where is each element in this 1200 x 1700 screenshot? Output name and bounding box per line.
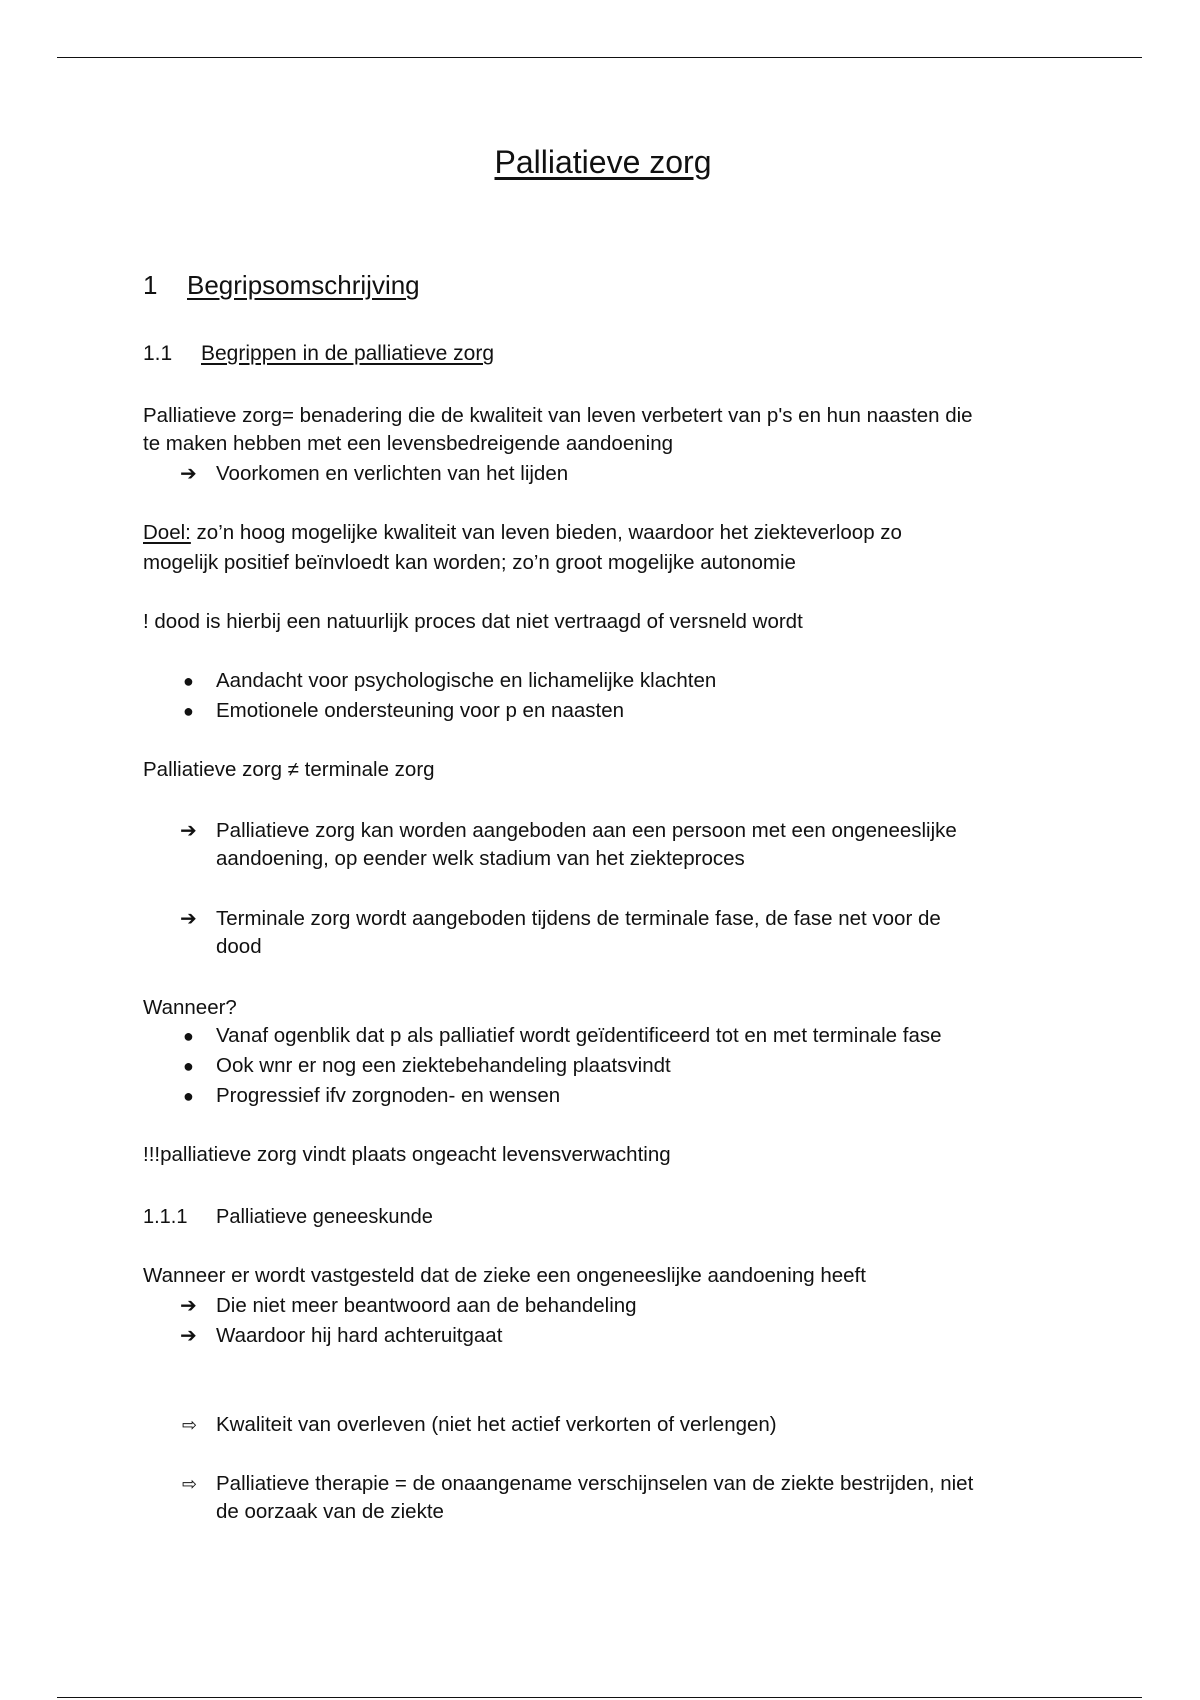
arrow-icon: ➔ [180,1295,197,1317]
arrow-icon: ➔ [180,1325,197,1347]
arrow-item [180,1292,1030,1320]
hollow-arrow-text-line-1: Palliatieve therapie = de onaangename verschijnselen van de ziekte bestrijden, niet [216,1472,974,1495]
arrow-item [180,817,1030,873]
hollow-arrow-item [180,1470,1030,1526]
hollow-arrow-text-line-2: de oorzaak van de ziekte [216,1500,444,1523]
arrow-text-line-1: Palliatieve zorg kan worden aangeboden aan een persoon met een ongeneeslijke [216,819,957,842]
arrow-text: Die niet meer beantwoord aan de behandeling [216,1294,637,1317]
definition-line-1: Palliatieve zorg= benadering die de kwaliteit van leven verbetert van p's en hun naasten die [143,404,973,427]
goal-line-2: mogelijk positief beïnvloedt kan worden; zo’n groot mogelijke autonomie [143,551,796,574]
bullet-icon: ● [183,1026,194,1046]
definition-arrow-text: Voorkomen en verlichten van het lijden [216,462,569,485]
arrow-icon: ➔ [180,463,197,485]
bottom-rule [57,1697,1142,1698]
bullet-icon: ● [183,671,194,691]
when-label: Wanneer? [143,996,237,1019]
heading-1-1-title: Begrippen in de palliatieve zorg [201,342,495,365]
medicine-intro: Wanneer er wordt vastgesteld dat de zieke een ongeneeslijke aandoening heeft [143,1264,866,1287]
heading-1 [143,270,420,301]
note-death: ! dood is hierbij een natuurlijk proces dat niet vertraagd of versneld wordt [143,610,803,633]
goal-text-1: zo’n hoog mogelijke kwaliteit van leven bieden, waardoor het ziekteverloop zo [190,521,902,544]
bullet-text: Ook wnr er nog een ziektebehandeling plaatsvindt [216,1054,671,1077]
arrow-item [180,1322,1030,1350]
bullet-item [180,1082,1030,1110]
bullet-item [180,1022,1030,1050]
goal-line-1 [143,519,902,547]
bullet-item [180,697,1030,725]
bullet-item [180,1052,1030,1080]
hollow-arrow-text: Kwaliteit van overleven (niet het actief verkorten of verlengen) [216,1413,777,1436]
definition-line-2: te maken hebben met een levensbedreigende aandoening [143,432,673,455]
heading-1-1-1-title: Palliatieve geneeskunde [216,1206,433,1228]
heading-1-1-1-number: 1.1.1 [143,1206,188,1228]
heading-1-title: Begripsomschrijving [187,270,420,300]
bullet-icon: ● [183,701,194,721]
bullet-text: Progressief ifv zorgnoden- en wensen [216,1084,561,1107]
note-life-expectancy: !!!palliatieve zorg vindt plaats ongeacht levensverwachting [143,1143,671,1166]
bullet-text: Aandacht voor psychologische en lichamelijke klachten [216,669,717,692]
arrow-text-line-2: dood [216,935,262,958]
arrow-text-line-2: aandoening, op eender welk stadium van het ziekteproces [216,847,745,870]
hollow-arrow-icon: ⇨ [182,1474,198,1494]
definition-arrow-item [180,460,1030,488]
bullet-item [180,667,1030,695]
hollow-arrow-icon: ⇨ [182,1415,198,1435]
arrow-item [180,905,1030,961]
heading-1-1-1 [143,1206,433,1229]
bullet-icon: ● [183,1086,194,1106]
heading-1-1 [143,342,494,366]
arrow-icon: ➔ [180,908,197,930]
comparison-line: Palliatieve zorg ≠ terminale zorg [143,758,435,781]
hollow-arrow-item [180,1411,1030,1439]
top-rule [57,57,1142,58]
heading-1-1-number: 1.1 [143,342,173,365]
bullet-text: Emotionele ondersteuning voor p en naasten [216,699,625,722]
bullet-icon: ● [183,1056,194,1076]
heading-1-number: 1 [143,270,158,300]
arrow-text: Waardoor hij hard achteruitgaat [216,1324,503,1347]
bullet-text: Vanaf ogenblik dat p als palliatief wordt geïdentificeerd tot en met terminale fase [216,1024,942,1047]
arrow-text-line-1: Terminale zorg wordt aangeboden tijdens de terminale fase, de fase net voor de [216,907,941,930]
goal-label: Doel: [143,521,191,544]
arrow-icon: ➔ [180,820,197,842]
document-title: Palliatieve zorg [494,144,712,180]
